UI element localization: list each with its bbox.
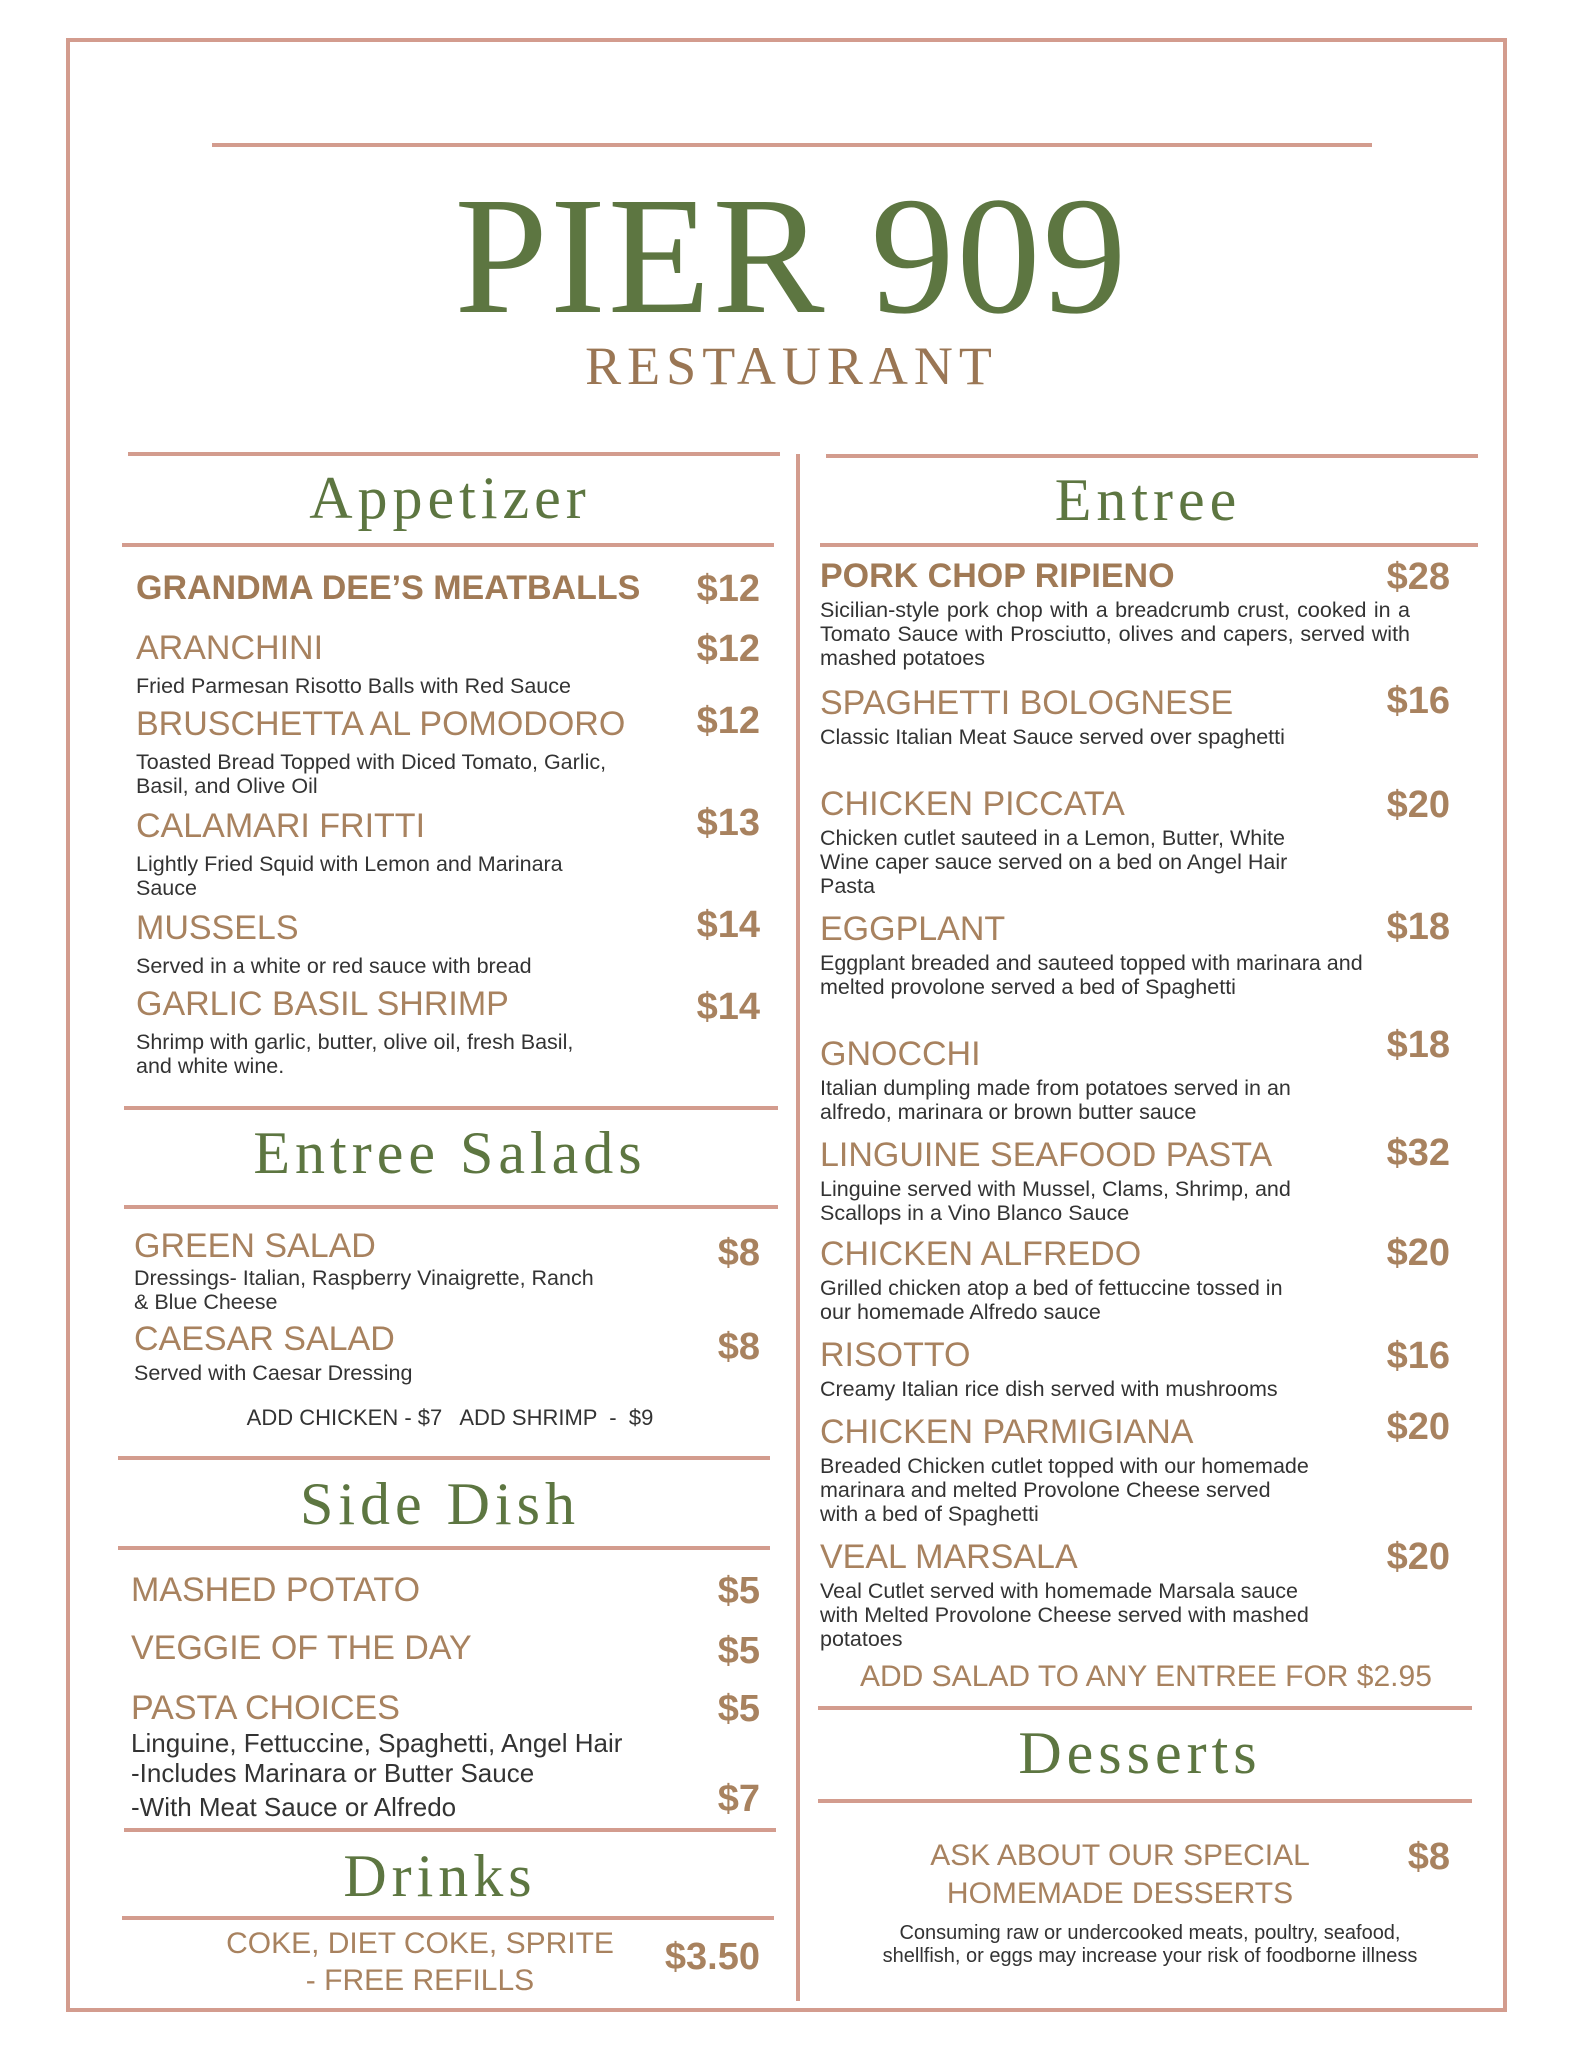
item-description: Served with Caesar Dressing bbox=[134, 1361, 413, 1385]
item-price: $14 bbox=[696, 986, 760, 1028]
item-price: $5 bbox=[717, 1570, 760, 1612]
divider bbox=[118, 1546, 770, 1550]
menu-item bbox=[820, 1135, 1310, 1225]
item-name: SPAGHETTI BOLOGNESE bbox=[820, 684, 1234, 722]
item-description: Linguine served with Mussel, Clams, Shrimp, and Scallops in a Vino Blanco Sauce bbox=[820, 1177, 1291, 1225]
item-name: GRANDMA DEE’S MEATBALLS bbox=[136, 569, 641, 607]
desserts-line2: HOMEMADE DESSERTS bbox=[946, 1877, 1294, 1910]
pasta-choices-list: Linguine, Fettuccine, Spaghetti, Angel Hair bbox=[131, 1728, 623, 1758]
divider bbox=[124, 1106, 778, 1110]
item-price: $8 bbox=[717, 1232, 760, 1274]
menu-item bbox=[136, 704, 636, 798]
item-name: PASTA CHOICES bbox=[131, 1689, 400, 1727]
item-price: $7 bbox=[717, 1778, 760, 1820]
item-name: CHICKEN PARMIGIANA bbox=[820, 1413, 1194, 1451]
menu-item bbox=[136, 984, 576, 1078]
pasta-choices-includes: -Includes Marinara or Butter Sauce bbox=[131, 1758, 535, 1788]
menu-item bbox=[131, 1570, 591, 1610]
item-description: Dressings- Italian, Raspberry Vinaigrette, Ranch & Blue Cheese bbox=[134, 1266, 594, 1314]
item-price: $16 bbox=[1386, 1335, 1450, 1377]
item-name: CHICKEN PICCATA bbox=[820, 785, 1125, 823]
item-name: GREEN SALAD bbox=[134, 1227, 376, 1265]
item-description: Shrimp with garlic, butter, olive oil, fresh Basil, and white wine. bbox=[136, 1030, 574, 1078]
menu-item bbox=[820, 683, 1310, 749]
item-description: Italian dumpling made from potatoes served in an alfredo, marinara or brown butter sauce bbox=[820, 1076, 1291, 1124]
item-name: GNOCCHI bbox=[820, 1035, 981, 1073]
pasta-choices-upgrade: -With Meat Sauce or Alfredo bbox=[131, 1792, 457, 1822]
item-name: BRUSCHETTA AL POMODORO bbox=[136, 705, 626, 743]
restaurant-subtitle: RESTAURANT bbox=[585, 336, 998, 396]
item-price: $13 bbox=[696, 802, 760, 844]
restaurant-name: PIER 909 bbox=[454, 163, 1129, 349]
item-name: VEGGIE OF THE DAY bbox=[131, 1629, 472, 1667]
menu-item bbox=[134, 1319, 594, 1385]
drinks-list: COKE, DIET COKE, SPRITE bbox=[226, 1927, 614, 1960]
item-name: RISOTTO bbox=[820, 1336, 971, 1374]
desserts-line1: ASK ABOUT OUR SPECIAL bbox=[930, 1839, 1310, 1872]
menu-item bbox=[136, 908, 656, 978]
item-name: ARANCHINI bbox=[136, 629, 324, 667]
menu-item bbox=[820, 1335, 1380, 1401]
desserts-price: $8 bbox=[1407, 1836, 1450, 1878]
menu-item bbox=[134, 1226, 594, 1314]
item-description: Grilled chicken atop a bed of fettuccine tossed in our homemade Alfredo sauce bbox=[820, 1276, 1283, 1324]
item-name: CALAMARI FRITTI bbox=[136, 807, 426, 845]
divider bbox=[124, 1828, 776, 1832]
disclaimer-line2: shellfish, or eggs may increase your risk of foodborne illness bbox=[882, 1945, 1418, 1967]
section-heading-appetizer: Appetizer bbox=[309, 465, 591, 531]
section-heading-entree: Entree bbox=[1054, 467, 1242, 533]
divider bbox=[818, 1706, 1472, 1710]
item-description: Veal Cutlet served with homemade Marsala sauce with Melted Provolone Cheese served with mashed potatoes bbox=[820, 1579, 1309, 1651]
divider bbox=[122, 543, 774, 547]
menu-item bbox=[820, 1034, 1310, 1124]
menu-item bbox=[136, 628, 656, 698]
item-description: Classic Italian Meat Sauce served over spaghetti bbox=[820, 725, 1285, 749]
menu-item bbox=[820, 1234, 1310, 1324]
drinks-refills: - FREE REFILLS bbox=[305, 1964, 535, 1997]
item-name: CAESAR SALAD bbox=[134, 1320, 395, 1358]
food-safety-disclaimer bbox=[820, 1922, 1480, 1968]
divider bbox=[124, 1205, 778, 1209]
item-name: PORK CHOP RIPIENO bbox=[820, 557, 1175, 595]
divider bbox=[826, 454, 1478, 458]
item-name: CHICKEN ALFREDO bbox=[820, 1235, 1142, 1273]
menu-item bbox=[136, 568, 676, 608]
item-price: $18 bbox=[1386, 906, 1450, 948]
salad-addons: ADD CHICKEN - $7 ADD SHRIMP - $9 bbox=[246, 1405, 654, 1430]
menu-item bbox=[131, 1688, 671, 1822]
item-description: Lightly Fried Squid with Lemon and Marinara Sauce bbox=[136, 852, 563, 900]
divider bbox=[122, 1916, 774, 1920]
item-price: $20 bbox=[1386, 784, 1450, 826]
section-heading-side-dish: Side Dish bbox=[299, 1471, 581, 1537]
item-description: Toasted Bread Topped with Diced Tomato, Garlic, Basil, and Olive Oil bbox=[136, 750, 607, 798]
divider bbox=[128, 452, 780, 456]
item-price: $28 bbox=[1386, 556, 1450, 598]
item-name: GARLIC BASIL SHRIMP bbox=[136, 985, 509, 1023]
menu-item bbox=[131, 1628, 591, 1668]
section-heading-drinks: Drinks bbox=[343, 1843, 537, 1909]
item-price: $5 bbox=[717, 1630, 760, 1672]
menu-item bbox=[820, 1537, 1320, 1651]
item-description: Sicilian-style pork chop with a breadcrumb crust, cooked in a Tomato Sauce with Prosciutto, olives and capers, served with mashed potatoes bbox=[820, 598, 1410, 670]
item-price: $12 bbox=[696, 700, 760, 742]
section-heading-entree-salads: Entree Salads bbox=[253, 1120, 647, 1186]
divider bbox=[818, 1799, 1472, 1803]
item-description: Eggplant breaded and sauteed topped with marinara and melted provolone served a bed of Spaghetti bbox=[820, 951, 1363, 999]
item-name: MUSSELS bbox=[136, 909, 299, 947]
item-price: $32 bbox=[1386, 1132, 1450, 1174]
item-description: Served in a white or red sauce with bread bbox=[136, 954, 532, 978]
item-price: $18 bbox=[1386, 1024, 1450, 1066]
item-description: Fried Parmesan Risotto Balls with Red Sauce bbox=[136, 674, 571, 698]
disclaimer-line1: Consuming raw or undercooked meats, poultry, seafood, bbox=[899, 1922, 1401, 1944]
menu-item bbox=[820, 1412, 1310, 1526]
item-name: LINGUINE SEAFOOD PASTA bbox=[820, 1136, 1273, 1174]
divider bbox=[820, 543, 1478, 547]
top-divider bbox=[212, 143, 1372, 147]
item-description: Breaded Chicken cutlet topped with our homemade marinara and melted Provolone Cheese served with a bed of Spaghetti bbox=[820, 1454, 1309, 1526]
item-price: $12 bbox=[696, 568, 760, 610]
menu-item bbox=[820, 784, 1310, 898]
menu-item bbox=[820, 556, 1410, 670]
item-price: $20 bbox=[1386, 1536, 1450, 1578]
item-price: $14 bbox=[696, 904, 760, 946]
entree-addon: ADD SALAD TO ANY ENTREE FOR $2.95 bbox=[860, 1660, 1432, 1693]
menu-item bbox=[136, 806, 576, 900]
item-price: $5 bbox=[717, 1688, 760, 1730]
item-price: $20 bbox=[1386, 1232, 1450, 1274]
section-heading-desserts: Desserts bbox=[1018, 1720, 1262, 1786]
item-price: $12 bbox=[696, 628, 760, 670]
item-price: $16 bbox=[1386, 680, 1450, 722]
column-divider bbox=[796, 454, 800, 2001]
item-name: VEAL MARSALA bbox=[820, 1538, 1078, 1576]
item-name: EGGPLANT bbox=[820, 910, 1006, 948]
item-description: Creamy Italian rice dish served with mushrooms bbox=[820, 1377, 1278, 1401]
drinks-price: $3.50 bbox=[664, 1936, 760, 1978]
item-price: $8 bbox=[717, 1326, 760, 1368]
divider bbox=[118, 1456, 770, 1460]
item-description: Chicken cutlet sauteed in a Lemon, Butter, White Wine caper sauce served on a bed on Angel Hair Pasta bbox=[820, 826, 1288, 898]
item-name: MASHED POTATO bbox=[131, 1571, 421, 1609]
item-price: $20 bbox=[1386, 1406, 1450, 1448]
menu-item bbox=[820, 909, 1410, 999]
